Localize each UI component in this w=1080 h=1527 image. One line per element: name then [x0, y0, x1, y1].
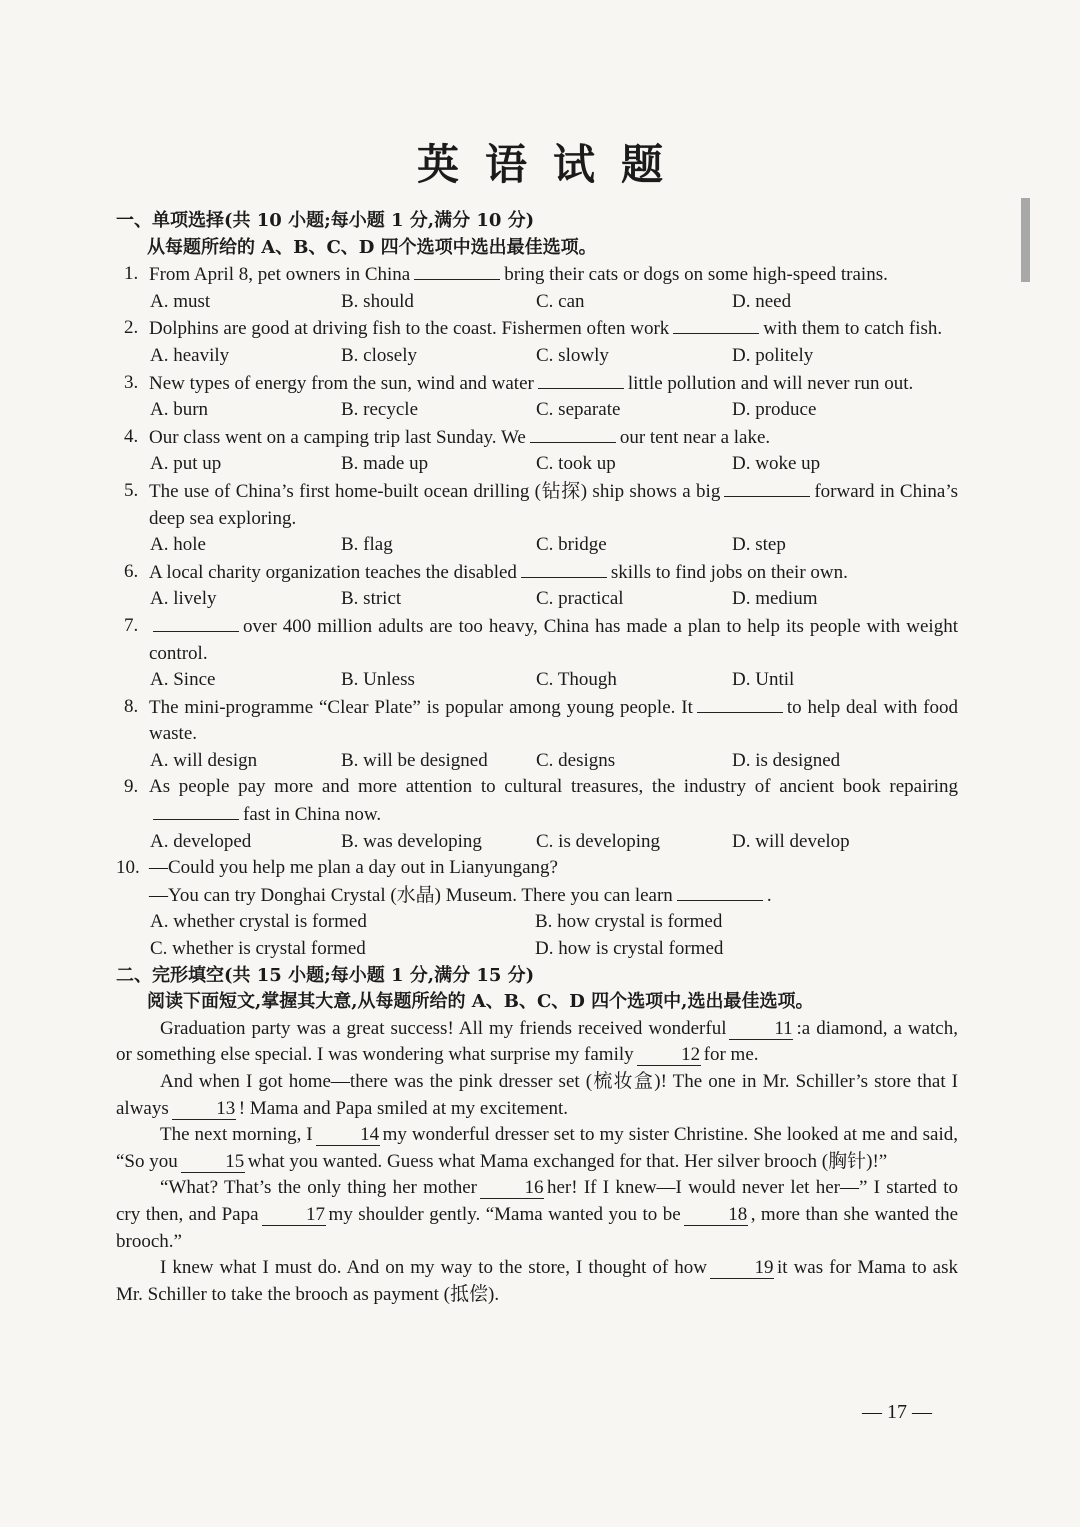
cloze-paragraph-3: [116, 1122, 958, 1175]
option-d[interactable]: D. step: [732, 534, 786, 556]
option-d[interactable]: D. woke up: [732, 453, 821, 475]
answer-blank[interactable]: [677, 882, 763, 901]
option-d[interactable]: D. how is crystal formed: [535, 938, 724, 960]
section-2-instruction: 阅读下面短文,掌握其大意,从每题所给的 A、B、C、D 四个选项中,选出最佳选项。: [147, 991, 814, 1013]
question-stem: From April 8, pet owners in China: [149, 264, 411, 286]
option-b[interactable]: B. how crystal is formed: [535, 911, 723, 933]
question-stem: Our class went on a camping trip last Sunday. We: [149, 426, 526, 448]
option-d[interactable]: D. politely: [732, 344, 814, 366]
question-stem-end: fast in China now.: [243, 804, 382, 826]
question-number: 3.: [124, 371, 139, 393]
option-c[interactable]: C. slowly: [536, 344, 609, 366]
question-number: 1.: [124, 263, 139, 285]
answer-blank[interactable]: [673, 315, 759, 334]
cloze-blank-14[interactable]: 14: [316, 1125, 380, 1146]
option-c[interactable]: C. separate: [536, 399, 621, 421]
question-stem: New types of energy from the sun, wind and water: [149, 372, 534, 394]
question-6-options: [116, 586, 958, 613]
question-stem: The use of China’s first home-built ocean drilling (钻探) ship shows a big: [149, 480, 721, 502]
option-c[interactable]: C. practical: [536, 588, 624, 610]
option-d[interactable]: D. will develop: [732, 830, 850, 852]
question-3: [116, 370, 958, 398]
option-b[interactable]: B. flag: [341, 534, 393, 556]
option-b[interactable]: B. was developing: [341, 830, 482, 852]
option-d[interactable]: D. produce: [732, 399, 817, 421]
question-stem-end: to help deal with food waste.: [149, 696, 958, 745]
cloze-blank-12[interactable]: 12: [637, 1045, 701, 1066]
question-7-options: [116, 667, 958, 694]
cloze-blank-11[interactable]: 11: [729, 1019, 793, 1040]
paragraph-text: for me.: [703, 1044, 759, 1066]
answer-blank[interactable]: [724, 478, 810, 497]
page-edge-marker: [1021, 198, 1030, 282]
question-10-line-1: —Could you help me plan a day out in Lianyungang?: [149, 857, 558, 879]
paragraph-text: , more than she wanted the brooch.”: [116, 1203, 959, 1252]
answer-blank[interactable]: [153, 801, 239, 820]
cloze-blank-15[interactable]: 15: [181, 1152, 245, 1173]
question-stem-end: with them to catch fish.: [763, 318, 943, 340]
question-2-options: [116, 343, 958, 370]
question-stem: Dolphins are good at driving fish to the coast. Fishermen often work: [149, 318, 670, 340]
paragraph-text: And when I got home—there was the pink dresser set (梳妆盒)! The one in Mr. Schiller’s store that I always: [116, 1071, 958, 1119]
cloze-blank-13[interactable]: 13: [172, 1099, 236, 1120]
option-c[interactable]: C. can: [536, 290, 585, 312]
question-stem-end: over 400 million adults are too heavy, China has made a plan to help its people with weight control.: [149, 615, 958, 664]
exam-content: [116, 208, 958, 1308]
option-b[interactable]: B. Unless: [341, 669, 415, 691]
section-1-heading: 一、单项选择(共 10 小题;每小题 1 分,满分 10 分): [116, 210, 535, 231]
question-stem-end: skills to find jobs on their own.: [610, 561, 848, 583]
option-d[interactable]: D. need: [732, 290, 792, 312]
question-5: [116, 478, 958, 532]
option-d[interactable]: D. medium: [732, 588, 818, 610]
question-number: 9.: [124, 776, 139, 798]
question-number: 6.: [124, 560, 139, 582]
question-10: [116, 855, 958, 909]
option-b[interactable]: B. recycle: [341, 399, 419, 421]
answer-blank[interactable]: [414, 261, 500, 280]
question-stem: As people pay more and more attention to cultural treasures, the industry of ancient book repairing: [149, 776, 958, 798]
question-5-options: [116, 532, 958, 559]
question-stem-end: little pollution and will never run out.: [627, 372, 914, 394]
option-a[interactable]: A. whether crystal is formed: [150, 911, 367, 933]
question-number: 5.: [124, 479, 139, 501]
question-9: [116, 774, 958, 828]
question-8-options: [116, 748, 958, 775]
question-10-line-2: [149, 882, 958, 910]
question-number: 8.: [124, 695, 139, 717]
option-b[interactable]: B. made up: [341, 453, 429, 475]
option-c[interactable]: C. is developing: [536, 830, 661, 852]
question-10-options: [116, 909, 958, 962]
paragraph-text: my shoulder gently. “Mama wanted you to be: [328, 1203, 681, 1225]
question-9-options: [116, 829, 958, 856]
section-2-heading: 二、完形填空(共 15 小题;每小题 1 分,满分 15 分): [116, 964, 535, 986]
question-number: 2.: [124, 317, 139, 339]
option-a[interactable]: A. Since: [150, 669, 216, 691]
option-c[interactable]: C. Though: [536, 669, 617, 691]
section-1-instruction: 从每题所给的 A、B、C、D 四个选项中选出最佳选项。: [147, 236, 597, 258]
cloze-paragraph-2: [116, 1069, 958, 1122]
option-a[interactable]: A. hole: [150, 534, 206, 556]
cloze-paragraph-5: [116, 1255, 958, 1308]
paragraph-text: ! Mama and Papa smiled at my excitement.: [238, 1097, 568, 1119]
cloze-paragraph-4: [116, 1175, 958, 1255]
question-stem-end: forward in China’s deep sea exploring.: [149, 480, 958, 529]
option-c[interactable]: C. whether is crystal formed: [150, 938, 366, 960]
question-number: 4.: [124, 425, 139, 447]
answer-blank[interactable]: [153, 613, 239, 632]
option-a[interactable]: A. lively: [150, 588, 217, 610]
cloze-blank-17[interactable]: 17: [262, 1205, 326, 1226]
question-6: [116, 559, 958, 587]
question-10-line-2-text: —You can try Donghai Crystal (水晶) Museum. There you can learn: [149, 884, 673, 906]
question-stem: A local charity organization teaches the disabled: [149, 561, 517, 583]
paragraph-text: The next morning, I: [160, 1124, 313, 1146]
question-stem-end: our tent near a lake.: [619, 426, 771, 448]
option-a[interactable]: A. will design: [150, 749, 258, 771]
question-1: [116, 261, 958, 289]
multiple-choice-list: [116, 261, 958, 855]
question-stem-end: bring their cats or dogs on some high-speed trains.: [504, 264, 888, 286]
paragraph-text: :a diamond, a watch, or something else special. I was wondering what surprise my family: [116, 1017, 958, 1066]
option-a[interactable]: A. burn: [150, 399, 209, 421]
cloze-blank-18[interactable]: 18: [684, 1205, 748, 1226]
question-number: 7.: [124, 614, 139, 636]
question-4: [116, 424, 958, 452]
answer-blank[interactable]: [697, 694, 783, 713]
answer-blank[interactable]: [521, 559, 607, 578]
question-8: [116, 694, 958, 748]
option-b[interactable]: B. strict: [341, 588, 402, 610]
question-4-options: [116, 451, 958, 478]
paragraph-text: what you wanted. Guess what Mama exchanged for that. Her silver brooch (胸针)!”: [247, 1150, 888, 1172]
paragraph-text: I knew what I must do. And on my way to the store, I thought of how: [160, 1257, 707, 1279]
option-a[interactable]: A. must: [150, 290, 211, 312]
cloze-blank-16[interactable]: 16: [480, 1178, 544, 1199]
cloze-paragraph-1: [116, 1016, 958, 1069]
answer-blank[interactable]: [538, 370, 624, 389]
option-a[interactable]: A. heavily: [150, 344, 230, 366]
paragraph-text: my wonderful dresser set to my sister Christine. She looked at me and said, “So you: [116, 1124, 958, 1172]
question-7: [116, 613, 958, 667]
answer-blank[interactable]: [530, 424, 616, 443]
question-number: 10.: [116, 857, 140, 879]
option-b[interactable]: B. closely: [341, 344, 417, 366]
paragraph-text: “What? That’s the only thing her mother: [160, 1177, 477, 1199]
question-stem: The mini-programme “Clear Plate” is popular among young people. It: [149, 696, 693, 718]
paragraph-text: it was for Mama to ask Mr. Schiller to take the brooch as payment (抵偿).: [116, 1257, 959, 1305]
paragraph-text: Graduation party was a great success! All my friends received wonderful: [160, 1017, 727, 1039]
question-3-options: [116, 397, 958, 424]
question-10-line-2-end: .: [766, 884, 772, 906]
page-number: — 17 —: [862, 1401, 932, 1423]
option-b[interactable]: B. will be designed: [341, 749, 488, 771]
question-1-options: [116, 289, 958, 316]
option-c[interactable]: C. bridge: [536, 534, 607, 556]
option-b[interactable]: B. should: [341, 290, 414, 312]
question-2: [116, 315, 958, 343]
option-c[interactable]: C. took up: [536, 453, 616, 475]
option-d[interactable]: D. is designed: [732, 749, 841, 771]
option-a[interactable]: A. developed: [150, 830, 252, 852]
cloze-blank-19[interactable]: 19: [710, 1258, 774, 1279]
option-a[interactable]: A. put up: [150, 453, 222, 475]
option-c[interactable]: C. designs: [536, 749, 616, 771]
page-title: 英语试题: [416, 140, 689, 189]
paragraph-text: her! If I knew—I would never let her—” I started to cry then, and Papa: [116, 1177, 958, 1225]
option-d[interactable]: D. Until: [732, 669, 795, 691]
